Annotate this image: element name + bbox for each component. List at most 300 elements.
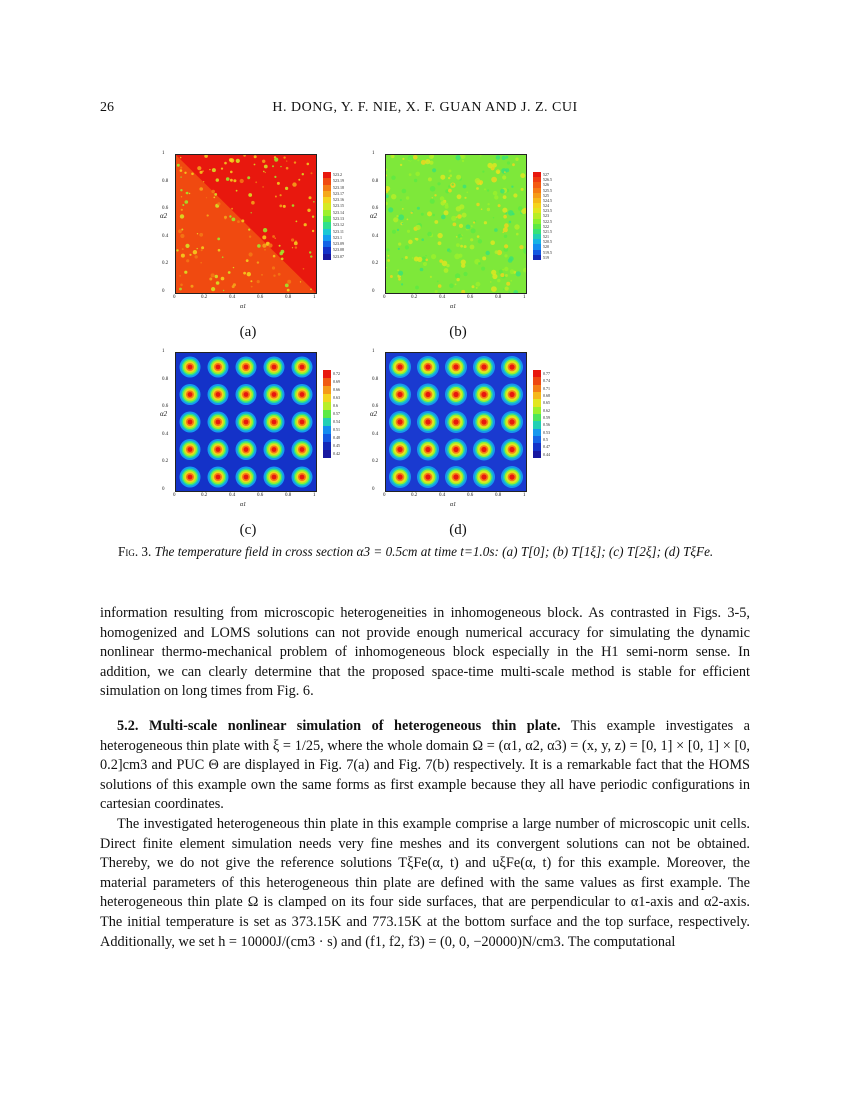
- colorbar-tick-label: 526.5: [543, 177, 552, 183]
- speckle: [311, 172, 313, 174]
- speckle: [180, 157, 182, 159]
- speckle: [202, 170, 204, 172]
- colorbar-tick-label: 0.68: [543, 392, 550, 398]
- speckle: [449, 283, 454, 288]
- colorbar-tick-label: 523.12: [333, 222, 344, 228]
- speckle: [279, 252, 283, 256]
- speckle: [264, 249, 266, 251]
- speckle: [295, 246, 297, 248]
- speckle: [275, 196, 277, 198]
- speckle: [481, 267, 485, 271]
- speckle: [494, 228, 498, 232]
- colorbar-tick-label: 0.5: [543, 436, 548, 442]
- speckle: [407, 230, 410, 233]
- y-tick-label: 0.6: [162, 206, 169, 212]
- speckle: [180, 214, 184, 218]
- speckle: [241, 219, 244, 222]
- speckle: [480, 183, 482, 185]
- y-tick-label: 0.8: [372, 178, 379, 184]
- x-tick-label: 0.8: [285, 493, 292, 498]
- hot-spot-ring: [509, 474, 514, 479]
- speckle: [246, 259, 249, 262]
- speckle: [502, 269, 504, 271]
- speckle: [177, 164, 180, 167]
- speckle: [199, 233, 203, 237]
- speckle: [398, 243, 401, 246]
- speckle: [478, 239, 482, 243]
- speckle: [184, 172, 186, 174]
- speckle: [476, 203, 479, 206]
- speckle: [274, 176, 276, 178]
- speckle: [257, 244, 261, 248]
- hot-spot-ring: [272, 420, 277, 425]
- speckle: [506, 282, 510, 286]
- hot-spot-ring: [244, 447, 249, 452]
- speckle: [275, 238, 276, 239]
- hot-spot-ring: [453, 364, 458, 369]
- hot-spot-ring: [300, 447, 305, 452]
- hot-spot-ring: [453, 474, 458, 479]
- speckle: [195, 255, 198, 258]
- speckle: [508, 258, 513, 263]
- speckle: [509, 291, 511, 293]
- colorbar-swatch: [533, 421, 541, 428]
- running-head: H. DONG, Y. F. NIE, X. F. GUAN AND J. Z. CUI: [272, 100, 578, 115]
- colorbar-tick-label: 523.08: [333, 247, 344, 253]
- speckle: [398, 271, 403, 276]
- colorbar-swatch: [533, 255, 541, 260]
- x-tick-label: 0.2: [201, 295, 208, 300]
- speckle: [430, 199, 435, 204]
- speckle: [456, 243, 460, 247]
- speckle: [230, 179, 233, 182]
- speckle: [181, 254, 185, 258]
- speckle: [438, 241, 442, 245]
- speckle: [487, 163, 492, 168]
- colorbar-swatch: [533, 414, 541, 421]
- speckle: [191, 173, 194, 176]
- speckle: [448, 185, 451, 188]
- speckle: [255, 181, 257, 183]
- speckle: [298, 179, 300, 181]
- colorbar-swatch: [533, 392, 541, 399]
- speckle: [459, 224, 463, 228]
- speckle: [273, 255, 276, 258]
- speckle: [415, 238, 417, 240]
- speckle: [446, 264, 449, 267]
- speckle: [425, 255, 426, 256]
- colorbar-tick-label: 0.62: [543, 407, 550, 413]
- speckle: [437, 182, 440, 185]
- speckle: [432, 214, 435, 217]
- speckle: [477, 235, 480, 238]
- colorbar-tick-label: 0.54: [333, 419, 340, 424]
- x-tick-label: 0.6: [257, 493, 264, 498]
- speckle: [400, 199, 402, 201]
- speckle: [496, 155, 501, 160]
- x-tick-label: 0.2: [411, 295, 418, 300]
- speckle: [279, 205, 282, 208]
- subfigure-label: (a): [239, 324, 257, 340]
- speckle: [505, 274, 508, 277]
- hot-spot-ring: [188, 392, 193, 397]
- speckle: [466, 225, 471, 230]
- colorbar-tick-label: 522.5: [543, 218, 552, 224]
- speckle: [430, 276, 432, 278]
- colorbar-tick-label: 0.47: [543, 444, 550, 450]
- colorbar-tick-label: 523.1: [333, 234, 342, 240]
- speckle: [493, 191, 498, 196]
- speckle: [197, 166, 201, 170]
- speckle: [201, 246, 204, 249]
- x-tick-label: 0.8: [495, 493, 502, 498]
- speckle: [452, 183, 454, 185]
- speckle: [277, 182, 280, 185]
- speckle: [448, 177, 450, 179]
- y-tick-label: 0.8: [162, 376, 169, 382]
- speckle: [390, 275, 393, 278]
- colorbar-tick-label: 0.74: [543, 378, 550, 384]
- speckle: [460, 237, 462, 239]
- colorbar-swatch: [323, 394, 331, 402]
- speckle: [388, 255, 390, 257]
- speckle: [481, 208, 483, 210]
- y-tick-label: 0: [372, 289, 375, 294]
- speckle: [249, 252, 253, 256]
- speckle: [200, 262, 202, 264]
- speckle: [510, 280, 512, 282]
- speckle: [511, 186, 513, 188]
- speckle: [470, 245, 475, 250]
- figure-panel-d: [370, 350, 570, 540]
- speckle: [507, 161, 510, 164]
- speckle: [437, 281, 439, 283]
- speckle: [516, 271, 521, 276]
- speckle: [504, 254, 507, 257]
- hot-spot-ring: [300, 365, 305, 370]
- speckle: [206, 197, 207, 198]
- speckle: [449, 250, 452, 253]
- colorbar-tick-label: 0.69: [333, 379, 340, 384]
- speckle: [264, 165, 268, 169]
- speckle: [212, 168, 216, 172]
- speckle: [449, 170, 452, 173]
- speckle: [193, 250, 197, 254]
- speckle: [471, 228, 476, 233]
- speckle: [292, 204, 295, 207]
- speckle: [428, 177, 432, 181]
- colorbar-tick-label: 0.71: [543, 385, 550, 391]
- hot-spot-ring: [453, 447, 458, 452]
- colorbar-tick-label: 523.15: [333, 203, 344, 209]
- colorbar-tick-label: 523.17: [333, 190, 344, 196]
- speckle: [486, 251, 490, 255]
- x-tick-label: 0.8: [495, 295, 502, 300]
- speckle: [199, 187, 203, 191]
- speckle: [261, 274, 262, 275]
- hot-spot-ring: [397, 474, 402, 479]
- speckle: [415, 225, 420, 230]
- speckle: [273, 275, 275, 277]
- speckle: [281, 258, 284, 261]
- figure-panel-b: [370, 152, 570, 342]
- speckle: [280, 194, 282, 196]
- hot-spot-ring: [481, 419, 486, 424]
- speckle: [272, 165, 274, 167]
- speckle: [451, 216, 456, 221]
- x-tick-label: 1: [313, 493, 316, 498]
- speckle: [457, 194, 462, 199]
- colorbar-tick-label: 523.09: [333, 241, 344, 247]
- colorbar-swatch: [323, 370, 331, 378]
- speckle: [221, 168, 223, 170]
- speckle: [213, 197, 215, 199]
- temperature-map-a: [175, 154, 317, 294]
- speckle: [181, 209, 183, 211]
- speckle: [182, 204, 184, 206]
- speckle: [197, 248, 198, 249]
- speckle: [251, 286, 253, 288]
- body-paragraph: [100, 604, 750, 702]
- speckle: [179, 288, 182, 291]
- speckle: [285, 187, 288, 190]
- hot-spot-ring: [509, 364, 514, 369]
- speckle: [215, 275, 218, 278]
- speckle: [497, 279, 500, 282]
- colorbar-swatch: [533, 436, 541, 443]
- speckle: [247, 272, 251, 276]
- speckle: [502, 208, 507, 213]
- speckle: [312, 230, 314, 232]
- speckle: [310, 288, 312, 290]
- speckle: [460, 245, 463, 248]
- hot-spot-ring: [425, 419, 430, 424]
- speckle: [519, 245, 523, 249]
- speckle: [500, 189, 505, 194]
- speckle: [492, 274, 497, 279]
- x-axis-label: α1: [240, 502, 247, 508]
- speckle: [407, 219, 409, 221]
- speckle: [478, 262, 481, 265]
- speckle: [184, 271, 187, 274]
- speckle: [214, 193, 217, 196]
- hot-spot-ring: [300, 475, 305, 480]
- paragraph-text: The investigated heterogeneous thin plate in this example comprise a large number of microscopic unit cells. Direct finite element simulation needs very fine meshes and its convergent solutions can not be obtained. Thereby, we do not give the reference solutions TξFe(α, t) and uξFe(α, t) for this example. Moreover, the material parameters of this heterogeneous thin plate are defined with the same values as first example. The heterogeneous thin plate Ω is clamped on its four side surfaces, that are perpendicular to α1-axis and α2-axis. The initial temperature is set as 373.15K and 773.15K at the bottom surface and the top surface, respectively. Additionally, we set h = 10000J/(cm3 · s) and (f1, f2, f3) = (0, 0, −20000)N/cm3. The computational: [100, 815, 750, 950]
- speckle: [476, 187, 479, 190]
- speckle: [487, 208, 490, 211]
- speckle: [453, 223, 457, 227]
- speckle: [280, 166, 281, 167]
- speckle: [427, 232, 432, 237]
- y-tick-label: 0.2: [372, 261, 379, 267]
- speckle: [254, 155, 257, 158]
- hot-spot-ring: [244, 420, 249, 425]
- hot-spot-ring: [216, 365, 221, 370]
- hot-spot-ring: [188, 420, 193, 425]
- subfigure-label: (d): [449, 522, 467, 538]
- hot-spot-ring: [272, 365, 277, 370]
- speckle: [180, 189, 182, 191]
- speckle: [211, 190, 215, 194]
- subfigure-label: (b): [449, 324, 467, 340]
- speckle: [421, 213, 424, 216]
- x-tick-label: 1: [523, 493, 526, 498]
- speckle: [292, 247, 293, 248]
- colorbar-swatch: [323, 410, 331, 418]
- speckle: [286, 160, 287, 161]
- speckle: [185, 244, 189, 248]
- y-tick-label: 0.6: [162, 404, 169, 410]
- colorbar-tick-label: 520.5: [543, 239, 552, 245]
- speckle: [493, 217, 494, 218]
- speckle: [434, 220, 438, 224]
- speckle: [504, 223, 509, 228]
- colorbar-tick-label: 523.18: [333, 184, 344, 190]
- speckle: [211, 287, 215, 291]
- speckle: [417, 257, 422, 262]
- x-tick-label: 0: [383, 295, 386, 300]
- speckle: [440, 175, 445, 180]
- speckle: [248, 229, 250, 231]
- speckle: [504, 267, 508, 271]
- speckle: [189, 193, 190, 194]
- speckle: [229, 158, 233, 162]
- speckle: [503, 215, 507, 219]
- speckle: [279, 245, 281, 247]
- speckle: [180, 169, 183, 172]
- speckle: [180, 167, 182, 169]
- hot-spot-ring: [509, 419, 514, 424]
- speckle: [455, 273, 460, 278]
- speckle: [470, 238, 473, 241]
- colorbar-tick-label: 519.5: [543, 249, 552, 255]
- hot-spot-ring: [481, 447, 486, 452]
- hot-spot-ring: [453, 392, 458, 397]
- temperature-map-d: [385, 352, 527, 492]
- hot-spot-ring: [244, 392, 249, 397]
- colorbar-labels: [333, 370, 363, 458]
- speckle: [502, 175, 506, 179]
- speckle: [391, 176, 395, 180]
- colorbar-tick-label: 522: [543, 223, 549, 229]
- x-tick-label: 0: [173, 295, 176, 300]
- speckle: [444, 210, 449, 215]
- figure-panel-c: [160, 350, 360, 540]
- speckle: [302, 173, 304, 175]
- hot-spot-ring: [188, 447, 193, 452]
- x-tick-label: 0.2: [411, 493, 418, 498]
- speckle: [230, 171, 233, 174]
- x-tick-label: 0.2: [201, 493, 208, 498]
- speckle: [514, 224, 519, 229]
- speckle: [458, 254, 462, 258]
- speckle: [189, 254, 191, 256]
- speckle: [291, 238, 294, 241]
- y-tick-label: 0.8: [372, 376, 379, 382]
- colorbar-tick-label: 0.45: [333, 443, 340, 448]
- speckle: [393, 217, 398, 222]
- hot-spot-ring: [481, 474, 486, 479]
- speckle: [217, 238, 220, 241]
- speckle: [262, 160, 265, 163]
- speckle: [203, 181, 204, 182]
- colorbar-tick-label: 0.44: [543, 451, 550, 457]
- speckle: [401, 283, 403, 285]
- speckle: [456, 155, 461, 160]
- speckle: [417, 159, 419, 161]
- colorbar-swatch: [533, 451, 541, 458]
- hot-spot-ring: [272, 475, 277, 480]
- colorbar-tick-label: 525.5: [543, 187, 552, 193]
- x-axis-label: α1: [240, 304, 247, 310]
- speckle: [420, 268, 424, 272]
- speckle: [521, 188, 524, 191]
- speckle: [233, 267, 234, 268]
- speckle: [243, 272, 246, 275]
- speckle: [409, 173, 412, 176]
- speckle: [232, 285, 235, 288]
- colorbar-swatch: [323, 402, 331, 410]
- colorbar-swatch: [533, 370, 541, 377]
- speckle: [499, 270, 503, 274]
- speckle: [292, 182, 296, 186]
- hot-spot-ring: [509, 392, 514, 397]
- y-tick-label: 1: [162, 349, 165, 354]
- speckle: [503, 289, 504, 290]
- colorbar-tick-label: 524.5: [543, 197, 552, 203]
- speckle: [412, 257, 414, 259]
- y-tick-label: 1: [372, 151, 375, 156]
- colorbar-swatch: [533, 377, 541, 384]
- speckle: [178, 229, 182, 233]
- speckle: [228, 271, 231, 274]
- speckle: [307, 163, 310, 166]
- speckle: [438, 284, 442, 288]
- speckle: [441, 201, 446, 206]
- colorbar-swatch: [323, 386, 331, 394]
- speckle: [405, 256, 408, 259]
- hot-spot-ring: [216, 475, 221, 480]
- speckle: [512, 163, 515, 166]
- caption-prefix: Fig. 3.: [118, 544, 152, 559]
- speckle: [490, 281, 491, 282]
- x-tick-label: 0.4: [229, 295, 236, 300]
- speckle: [494, 195, 498, 199]
- speckle: [415, 286, 419, 290]
- colorbar-swatch: [323, 450, 331, 458]
- figure-panel-a: [160, 152, 360, 342]
- hot-spot-ring: [397, 419, 402, 424]
- colorbar-tick-label: 0.51: [333, 427, 340, 432]
- colorbar-tick-label: 0.65: [543, 400, 550, 406]
- colorbar-tick-label: 0.59: [543, 414, 550, 420]
- y-tick-label: 0.4: [372, 431, 379, 437]
- y-tick-label: 1: [372, 349, 375, 354]
- colorbar-tick-label: 523.19: [333, 178, 344, 184]
- speckle: [272, 266, 275, 269]
- x-tick-label: 0.4: [229, 493, 236, 498]
- colorbar-swatch: [533, 385, 541, 392]
- colorbar-tick-label: 0.66: [333, 387, 340, 392]
- speckle: [398, 248, 400, 250]
- x-tick-label: 0.6: [467, 295, 474, 300]
- speckle: [197, 233, 198, 234]
- subfigure-label: (c): [239, 522, 257, 538]
- colorbar-tick-label: 523.11: [333, 228, 344, 234]
- speckle: [221, 277, 225, 281]
- speckle: [417, 207, 420, 210]
- hot-spot-ring: [425, 474, 430, 479]
